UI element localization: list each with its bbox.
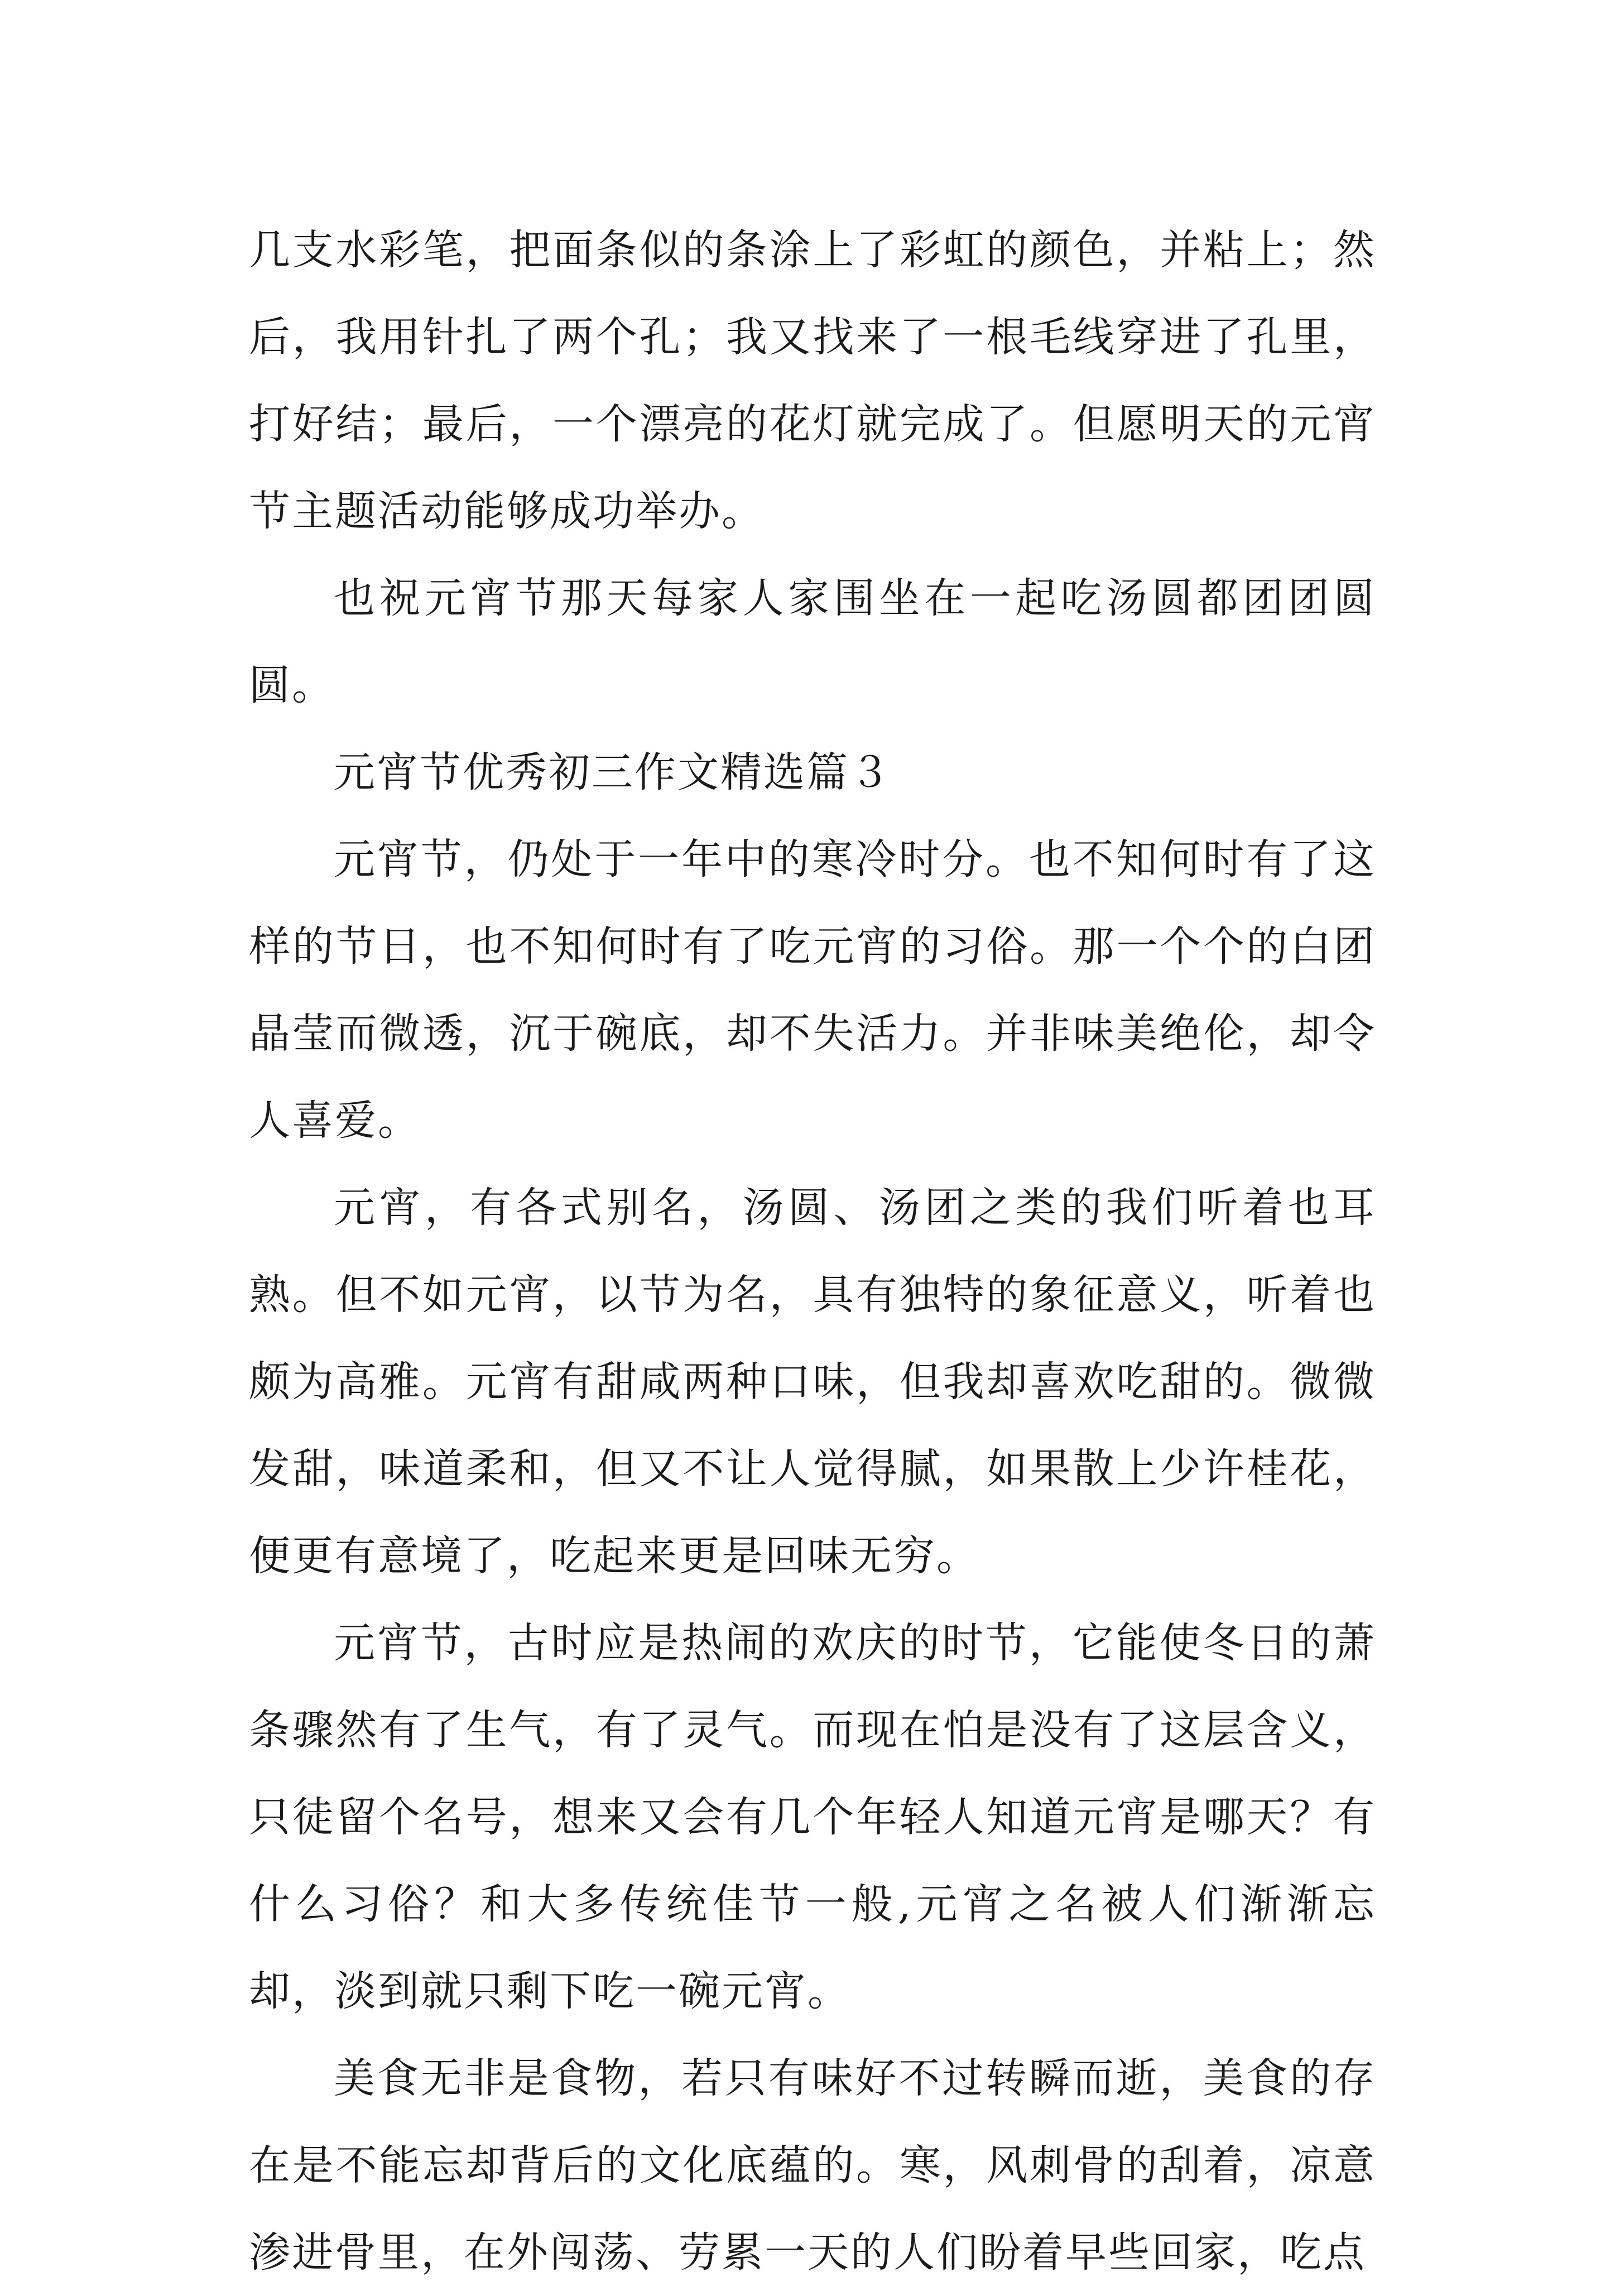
paragraph-names: 元宵，有各式别名，汤圆、汤团之类的我们听着也耳熟。但不如元宵，以节为名，具有独特的象征意义，听着也颇为高雅。元宵有甜咸两种口味，但我却喜欢吃甜的。微微发甜，味道柔和，但又不让人觉得腻，如果散上少许桂花，便更有意境了，吃起来更是回味无穷。 — [249, 1184, 1376, 1580]
paragraph-history: 元宵节，古时应是热闹的欢庆的时节，它能使冬日的萧条骤然有了生气，有了灵气。而现在怕是没有了这层含义，只徒留个名号，想来又会有几个年轻人知道元宵是哪天？有什么习俗？和大多传统佳节一般,元宵之名被人们渐渐忘却，淡到就只剩下吃一碗元宵。 — [249, 1619, 1376, 2015]
document-body — [249, 206, 1376, 2296]
paragraph-intro: 元宵节，仍处于一年中的寒冷时分。也不知何时有了这样的节日，也不知何时有了吃元宵的习俗。那一个个的白团晶莹而微透，沉于碗底，却不失活力。并非味美绝伦，却令人喜爱。 — [249, 835, 1376, 1145]
section-heading: 元宵节优秀初三作文精选篇３ — [334, 748, 892, 796]
paragraph-culture: 美食无非是食物，若只有味好不过转瞬而逝，美食的存在是不能忘却背后的文化底蕴的。寒，风刺骨的刮着，凉意渗进骨里，在外闯荡、劳累一天的人们盼着早些回家，吃点 — [249, 2054, 1376, 2276]
paragraph-wish: 也祝元宵节那天每家人家围坐在一起吃汤圆都团团圆圆。 — [249, 574, 1376, 709]
paragraph-continuation: 几支水彩笔，把面条似的条涂上了彩虹的颜色，并粘上；然后，我用针扎了两个孔；我又找来了一根毛线穿进了孔里，打好结；最后，一个漂亮的花灯就完成了。但愿明天的元宵节主题活动能够成功举办。 — [249, 226, 1376, 535]
